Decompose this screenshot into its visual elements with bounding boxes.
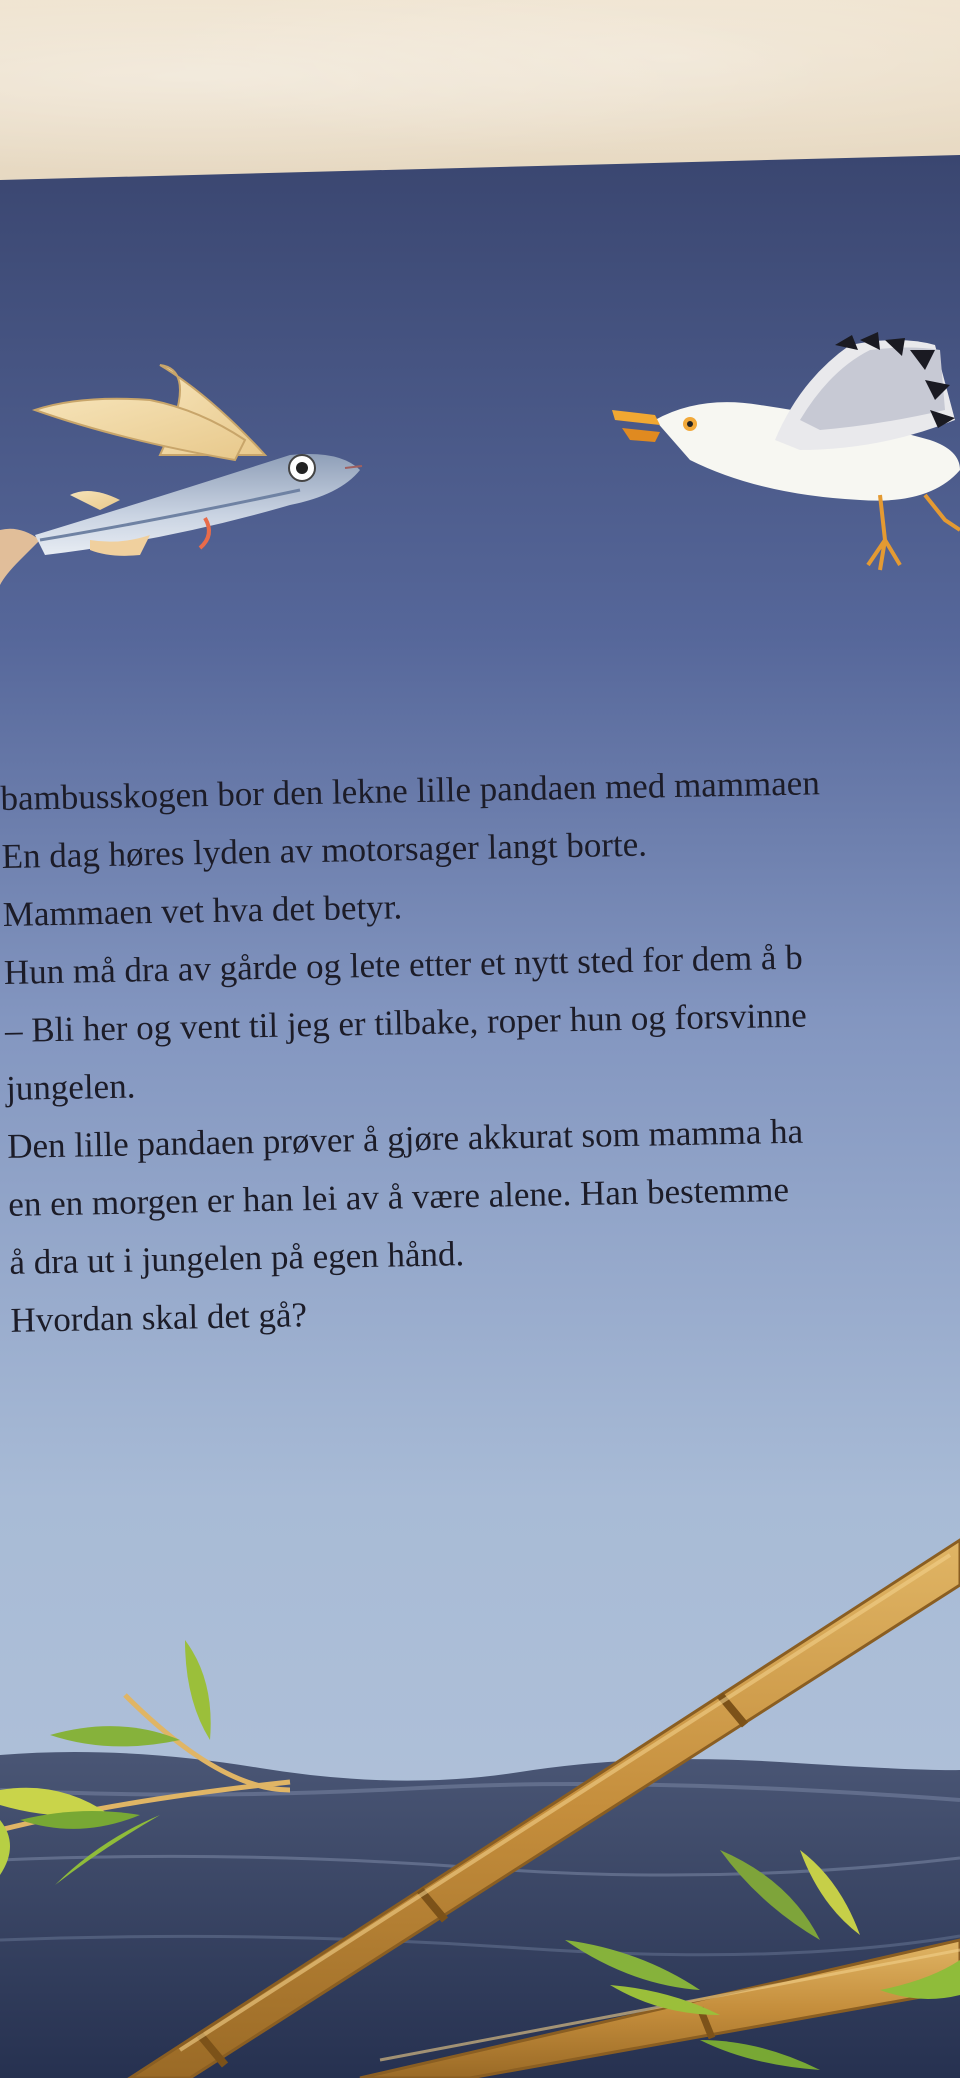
story-line: Den lille pandaen prøver å gjøre akkurat som mamma ha [6, 1111, 804, 1166]
story-line: Hun må dra av gårde og lete etter et nytt sted for dem å b [3, 937, 803, 992]
story-line: en en morgen er han lei av å være alene. Han bestemme [7, 1169, 790, 1224]
story-line: Mammaen vet hva det betyr. [2, 887, 403, 934]
story-line: En dag høres lyden av motorsager langt borte. [1, 824, 648, 876]
story-line: – Bli her og vent til jeg er tilbake, roper hun og forsvinne [4, 995, 808, 1050]
story-line: bambusskogen bor den lekne lille pandaen med mammaen [0, 763, 821, 818]
story-text [0, 752, 960, 1350]
story-line: å dra ut i jungelen på egen hånd. [9, 1234, 465, 1282]
story-line: jungelen. [5, 1066, 136, 1108]
story-line: Hvordan skal det gå? [10, 1295, 308, 1340]
